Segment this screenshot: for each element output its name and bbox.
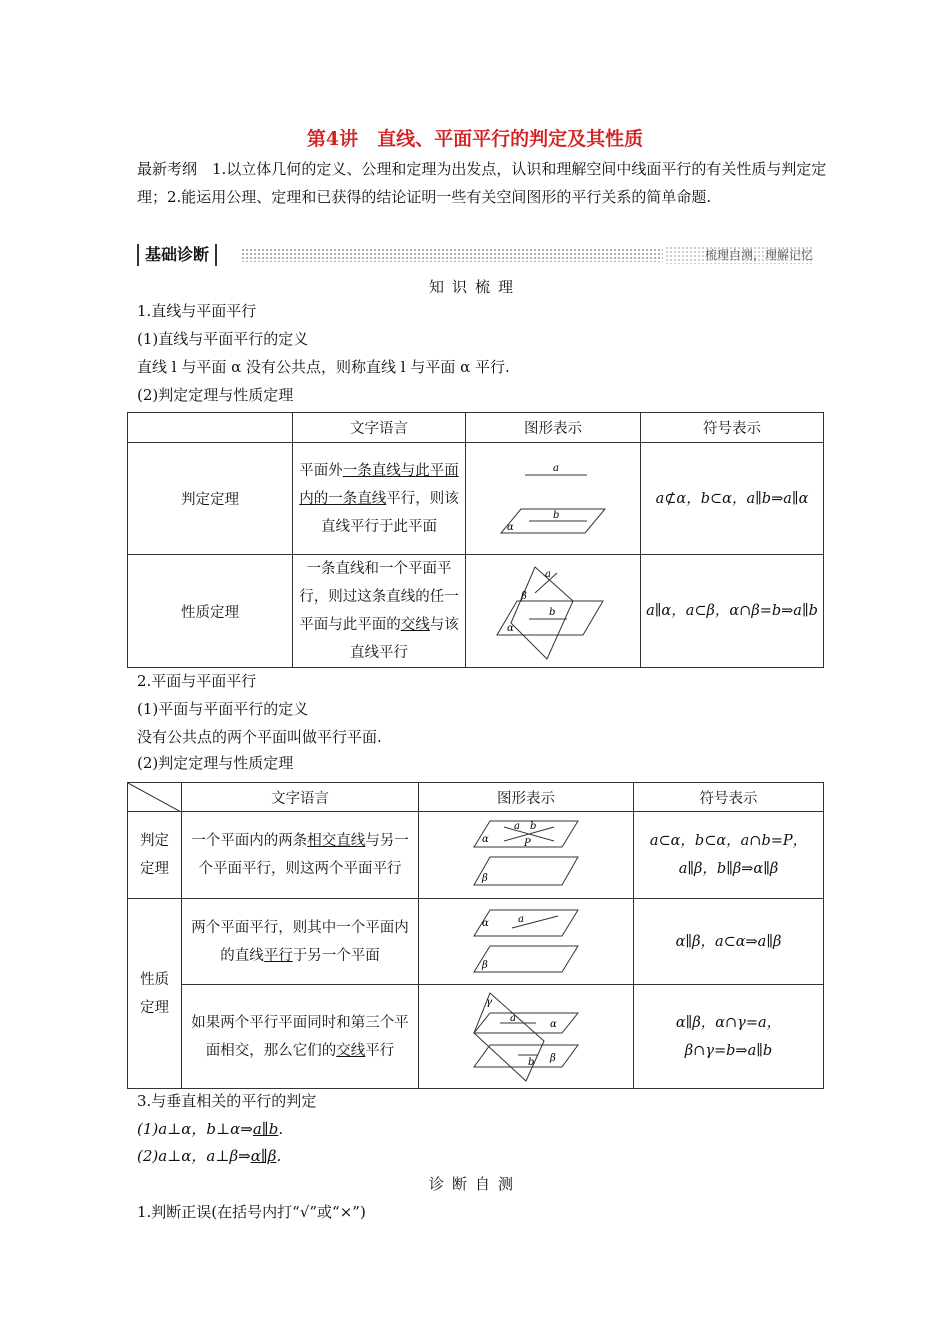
table1-corner [128, 413, 293, 443]
section-heading-diagnosis: 诊断自测 [428, 1175, 521, 1193]
page-title: 第4讲 直线、平面平行的判定及其性质 [306, 128, 644, 150]
svg-text:b: b [528, 1056, 535, 1068]
svg-text:b: b [553, 509, 560, 521]
svg-text:β: β [550, 1052, 556, 1064]
svg-text:α: α [550, 1018, 557, 1030]
section-heading-knowledge: 知识梳理 [428, 278, 521, 296]
svg-text:α: α [507, 623, 514, 634]
svg-text:α: α [507, 521, 514, 533]
table1-symbol-cell: a∥α，a⊂β，α∩β=b⇒a∥b [641, 555, 824, 668]
s1-sub1: (1)直线与平面平行的定义 [137, 330, 309, 348]
s2-sub1: (1)平面与平面平行的定义 [137, 700, 309, 718]
table2-header: 文字语言 [182, 783, 419, 812]
section-banner [137, 244, 813, 266]
s1-definition: 直线 l 与平面 α 没有公共点，则称直线 l 与平面 α 平行. [137, 358, 510, 376]
svg-text:b: b [530, 821, 537, 832]
svg-text:α: α [482, 917, 489, 929]
table1-header: 文字语言 [293, 413, 466, 443]
table-plane-plane [127, 782, 824, 1089]
figure-plane-plane-property1 [419, 899, 634, 985]
table1-text-cell: 平面外一条直线与此平面内的一条直线平行，则该直线平行于此平面 [293, 443, 466, 555]
s3-heading: 3.与垂直相关的平行的判定 [137, 1092, 317, 1110]
table2-row-label: 性质定理 [128, 899, 182, 1089]
table2-corner [128, 783, 182, 812]
table2-header: 图形表示 [419, 783, 634, 812]
table1-row-label: 性质定理 [128, 555, 293, 668]
question-1: 1.判断正误(在括号内打“√”或“×”) [137, 1203, 366, 1221]
s3-line1: (1)a⊥α，b⊥α⇒a∥b. [137, 1120, 284, 1138]
svg-text:β: β [482, 873, 488, 884]
s2-definition: 没有公共点的两个平面叫做平行平面. [137, 728, 382, 746]
svg-text:a: a [510, 1012, 516, 1024]
svg-text:b: b [549, 607, 556, 618]
table2-text-cell: 两个平面平行，则其中一个平面内的直线平行于另一个平面 [182, 899, 419, 985]
svg-text:a: a [553, 462, 559, 474]
banner-subtitle: 梳理自测，理解记忆 [665, 246, 813, 264]
svg-text:a: a [514, 821, 520, 832]
s1-heading: 1.直线与平面平行 [137, 302, 257, 320]
svg-text:β: β [482, 959, 488, 971]
s1-sub2: (2)判定定理与性质定理 [137, 386, 294, 404]
s3-line2: (2)a⊥α，a⊥β⇒α∥β. [137, 1147, 282, 1165]
table2-text-cell: 一个平面内的两条相交直线与另一个平面平行，则这两个平面平行 [182, 812, 419, 899]
table1-row-label: 判定定理 [128, 443, 293, 555]
banner-label: 基础诊断 [137, 244, 217, 266]
table1-header: 符号表示 [641, 413, 824, 443]
figure-plane-plane-judge [419, 812, 634, 899]
figure-line-plane-property [466, 555, 641, 668]
table2-symbol-cell: α∥β，α∩γ=a，β∩γ=b⇒a∥b [634, 985, 824, 1089]
figure-line-plane-judge [466, 443, 641, 555]
svg-text:γ: γ [486, 996, 492, 1008]
syllabus: 最新考纲 1.以立体几何的定义、公理和定理为出发点，认识和理解空间中线面平行的有关性质与判定定理；2.能运用公理、定理和已获得的结论证明一些有关空间图形的平行关系的简单命题. [137, 160, 827, 206]
table2-symbol-cell: a⊂α，b⊂α，a∩b=P，a∥β，b∥β⇒α∥β [634, 812, 824, 899]
s2-heading: 2.平面与平面平行 [137, 672, 257, 690]
table1-text-cell: 一条直线和一个平面平行，则过这条直线的任一平面与此平面的交线与该直线平行 [293, 555, 466, 668]
svg-text:P: P [524, 838, 531, 849]
svg-text:a: a [518, 913, 524, 925]
table1-header: 图形表示 [466, 413, 641, 443]
svg-text:β: β [521, 591, 527, 602]
figure-plane-plane-property2 [419, 985, 634, 1089]
table-line-plane [127, 412, 824, 668]
table2-symbol-cell: α∥β，a⊂α⇒a∥β [634, 899, 824, 985]
table2-header: 符号表示 [634, 783, 824, 812]
svg-text:α: α [482, 834, 489, 845]
svg-text:a: a [545, 569, 551, 580]
table1-symbol-cell: a⊄α，b⊂α，a∥b⇒a∥α [641, 443, 824, 555]
table2-text-cell: 如果两个平行平面同时和第三个平面相交，那么它们的交线平行 [182, 985, 419, 1089]
banner-dots [241, 248, 663, 262]
s2-sub2: (2)判定定理与性质定理 [137, 754, 294, 772]
table2-row-label: 判定定理 [128, 812, 182, 899]
